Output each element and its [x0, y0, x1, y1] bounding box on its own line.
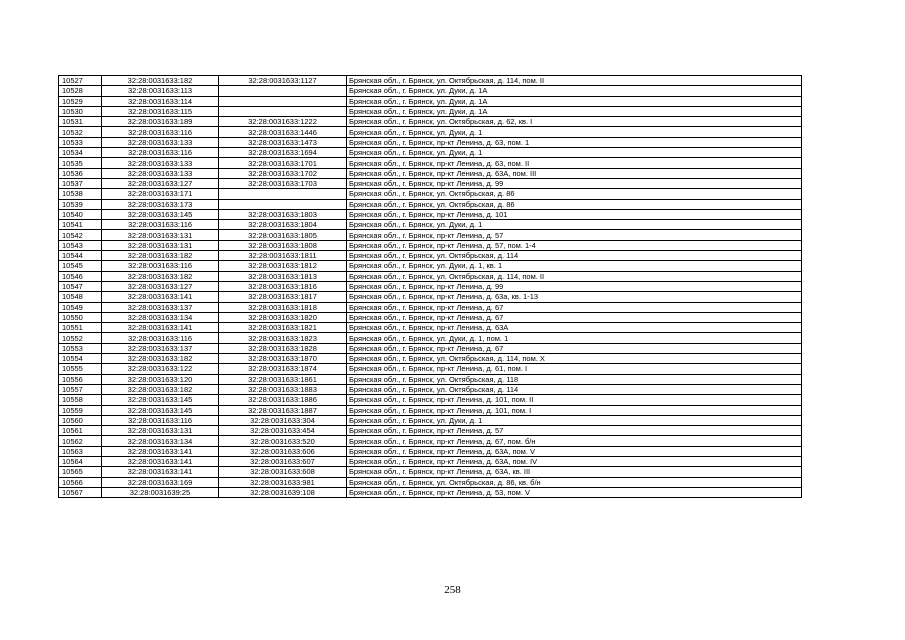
- table-row: [59, 312, 802, 322]
- table-row: [59, 415, 802, 425]
- object-number-cell: 32:28:0031639:108: [219, 487, 347, 497]
- object-number-cell: 32:28:0031633:304: [219, 415, 347, 425]
- table-row: [59, 426, 802, 436]
- object-number-cell: 32:28:0031633:1870: [219, 354, 347, 364]
- address-cell: Брянская обл., г. Брянск, ул. Дуки, д. 1, кв. 1: [347, 261, 802, 271]
- address-cell: Брянская обл., г. Брянск, ул. Октябрьская, д. 114: [347, 251, 802, 261]
- table-row: [59, 446, 802, 456]
- address-cell: Брянская обл., г. Брянск, ул. Октябрьская, д. 114: [347, 384, 802, 394]
- cadastral-number-cell: 32:28:0031633:133: [102, 168, 219, 178]
- cadastral-number-cell: 32:28:0031633:182: [102, 271, 219, 281]
- object-number-cell: 32:28:0031633:607: [219, 456, 347, 466]
- table-body: [59, 76, 802, 498]
- cadastral-number-cell: 32:28:0031633:141: [102, 446, 219, 456]
- row-number-cell: 10566: [59, 477, 102, 487]
- object-number-cell: 32:28:0031633:1874: [219, 364, 347, 374]
- object-number-cell: 32:28:0031633:1823: [219, 333, 347, 343]
- cadastral-number-cell: 32:28:0031633:116: [102, 127, 219, 137]
- cadastral-number-cell: 32:28:0031633:141: [102, 456, 219, 466]
- row-number-cell: 10542: [59, 230, 102, 240]
- address-cell: Брянская обл., г. Брянск, ул. Октябрьская, д. 86: [347, 199, 802, 209]
- table-row: [59, 168, 802, 178]
- row-number-cell: 10528: [59, 86, 102, 96]
- row-number-cell: 10536: [59, 168, 102, 178]
- address-cell: Брянская обл., г. Брянск, пр-кт Ленина, д. 101, пом. II: [347, 395, 802, 405]
- object-number-cell: [219, 189, 347, 199]
- object-number-cell: 32:28:0031633:1805: [219, 230, 347, 240]
- cadastral-number-cell: 32:28:0031633:145: [102, 209, 219, 219]
- address-cell: Брянская обл., г. Брянск, пр-кт Ленина, д. 67: [347, 302, 802, 312]
- table-row: [59, 209, 802, 219]
- row-number-cell: 10547: [59, 281, 102, 291]
- object-number-cell: 32:28:0031633:1694: [219, 148, 347, 158]
- table-row: [59, 199, 802, 209]
- object-number-cell: 32:28:0031633:1886: [219, 395, 347, 405]
- table-row: [59, 189, 802, 199]
- row-number-cell: 10563: [59, 446, 102, 456]
- cadastral-number-cell: 32:28:0031633:116: [102, 333, 219, 343]
- cadastral-number-cell: 32:28:0031633:113: [102, 86, 219, 96]
- cadastral-number-cell: 32:28:0031633:122: [102, 364, 219, 374]
- object-number-cell: 32:28:0031633:520: [219, 436, 347, 446]
- cadastral-number-cell: 32:28:0031633:134: [102, 436, 219, 446]
- address-cell: Брянская обл., г. Брянск, пр-кт Ленина, д. 63А, пом. III: [347, 168, 802, 178]
- table-row: [59, 148, 802, 158]
- address-cell: Брянская обл., г. Брянск, ул. Октябрьская, д. 62, кв. I: [347, 117, 802, 127]
- row-number-cell: 10559: [59, 405, 102, 415]
- object-number-cell: 32:28:0031633:981: [219, 477, 347, 487]
- table-row: [59, 405, 802, 415]
- address-cell: Брянская обл., г. Брянск, пр-кт Ленина, д. 67, пом. б/н: [347, 436, 802, 446]
- object-number-cell: 32:28:0031633:1808: [219, 240, 347, 250]
- object-number-cell: 32:28:0031633:606: [219, 446, 347, 456]
- address-cell: Брянская обл., г. Брянск, ул. Дуки, д. 1, пом. 1: [347, 333, 802, 343]
- object-number-cell: 32:28:0031633:1127: [219, 76, 347, 86]
- address-cell: Брянская обл., г. Брянск, ул. Дуки, д. 1: [347, 127, 802, 137]
- row-number-cell: 10560: [59, 415, 102, 425]
- object-number-cell: 32:28:0031633:1812: [219, 261, 347, 271]
- table-row: [59, 281, 802, 291]
- address-cell: Брянская обл., г. Брянск, пр-кт Ленина, д. 53, пом. V: [347, 487, 802, 497]
- row-number-cell: 10546: [59, 271, 102, 281]
- address-cell: Брянская обл., г. Брянск, пр-кт Ленина, д. 63а, кв. 1-13: [347, 292, 802, 302]
- row-number-cell: 10552: [59, 333, 102, 343]
- address-cell: Брянская обл., г. Брянск, ул. Октябрьская, д. 86: [347, 189, 802, 199]
- table-row: [59, 240, 802, 250]
- address-cell: Брянская обл., г. Брянск, пр-кт Ленина, д. 63, пом. 1: [347, 137, 802, 147]
- table-row: [59, 333, 802, 343]
- address-cell: Брянская обл., г. Брянск, пр-кт Ленина, д. 63А, пом. V: [347, 446, 802, 456]
- address-cell: Брянская обл., г. Брянск, ул. Дуки, д. 1А: [347, 86, 802, 96]
- object-number-cell: 32:28:0031633:1473: [219, 137, 347, 147]
- row-number-cell: 10533: [59, 137, 102, 147]
- cadastral-number-cell: 32:28:0031633:141: [102, 292, 219, 302]
- address-cell: Брянская обл., г. Брянск, ул. Октябрьская, д. 114, пом. X: [347, 354, 802, 364]
- table-row: [59, 127, 802, 137]
- address-cell: Брянская обл., г. Брянск, пр-кт Ленина, д. 57: [347, 230, 802, 240]
- table-row: [59, 292, 802, 302]
- cadastral-number-cell: 32:28:0031633:137: [102, 343, 219, 353]
- table-row: [59, 178, 802, 188]
- address-cell: Брянская обл., г. Брянск, пр-кт Ленина, д. 63, пом. II: [347, 158, 802, 168]
- row-number-cell: 10531: [59, 117, 102, 127]
- object-number-cell: [219, 96, 347, 106]
- object-number-cell: [219, 86, 347, 96]
- table-row: [59, 436, 802, 446]
- cadastral-number-cell: 32:28:0031633:145: [102, 405, 219, 415]
- cadastral-number-cell: 32:28:0031633:133: [102, 137, 219, 147]
- object-number-cell: [219, 106, 347, 116]
- address-cell: Брянская обл., г. Брянск, ул. Дуки, д. 1А: [347, 96, 802, 106]
- address-cell: Брянская обл., г. Брянск, ул. Октябрьская, д. 114, пом. II: [347, 76, 802, 86]
- cadastral-number-cell: 32:28:0031633:182: [102, 76, 219, 86]
- table-row: [59, 76, 802, 86]
- cadastral-number-cell: 32:28:0031633:173: [102, 199, 219, 209]
- row-number-cell: 10545: [59, 261, 102, 271]
- object-number-cell: [219, 199, 347, 209]
- row-number-cell: 10558: [59, 395, 102, 405]
- address-cell: Брянская обл., г. Брянск, пр-кт Ленина, д. 67: [347, 312, 802, 322]
- address-cell: Брянская обл., г. Брянск, пр-кт Ленина, д. 61, пом. I: [347, 364, 802, 374]
- page-number: 258: [444, 584, 461, 596]
- object-number-cell: 32:28:0031633:1818: [219, 302, 347, 312]
- object-number-cell: 32:28:0031633:1820: [219, 312, 347, 322]
- row-number-cell: 10555: [59, 364, 102, 374]
- object-number-cell: 32:28:0031633:454: [219, 426, 347, 436]
- cadastral-number-cell: 32:28:0031633:114: [102, 96, 219, 106]
- table-row: [59, 106, 802, 116]
- table-row: [59, 374, 802, 384]
- row-number-cell: 10534: [59, 148, 102, 158]
- address-cell: Брянская обл., г. Брянск, пр-кт Ленина, д. 57: [347, 426, 802, 436]
- object-number-cell: 32:28:0031633:1446: [219, 127, 347, 137]
- table-row: [59, 261, 802, 271]
- address-cell: Брянская обл., г. Брянск, ул. Дуки, д. 1: [347, 220, 802, 230]
- row-number-cell: 10554: [59, 354, 102, 364]
- address-cell: Брянская обл., г. Брянск, ул. Октябрьская, д. 86, кв. б/н: [347, 477, 802, 487]
- address-cell: Брянская обл., г. Брянск, пр-кт Ленина, д. 101: [347, 209, 802, 219]
- table-row: [59, 477, 802, 487]
- cadastral-number-cell: 32:28:0031633:127: [102, 281, 219, 291]
- cadastral-number-cell: 32:28:0031633:116: [102, 415, 219, 425]
- row-number-cell: 10539: [59, 199, 102, 209]
- object-number-cell: 32:28:0031633:1883: [219, 384, 347, 394]
- object-number-cell: 32:28:0031633:1887: [219, 405, 347, 415]
- cadastral-number-cell: 32:28:0031633:189: [102, 117, 219, 127]
- row-number-cell: 10535: [59, 158, 102, 168]
- cadastral-number-cell: 32:28:0031633:115: [102, 106, 219, 116]
- cadastral-number-cell: 32:28:0031633:120: [102, 374, 219, 384]
- table-row: [59, 220, 802, 230]
- row-number-cell: 10532: [59, 127, 102, 137]
- object-number-cell: 32:28:0031633:1701: [219, 158, 347, 168]
- object-number-cell: 32:28:0031633:1816: [219, 281, 347, 291]
- row-number-cell: 10562: [59, 436, 102, 446]
- address-cell: Брянская обл., г. Брянск, ул. Дуки, д. 1: [347, 148, 802, 158]
- cadastral-number-cell: 32:28:0031633:133: [102, 158, 219, 168]
- object-number-cell: 32:28:0031633:1813: [219, 271, 347, 281]
- table-row: [59, 323, 802, 333]
- table-row: [59, 354, 802, 364]
- object-number-cell: 32:28:0031633:1817: [219, 292, 347, 302]
- object-number-cell: 32:28:0031633:608: [219, 467, 347, 477]
- cadastral-number-cell: 32:28:0031639:25: [102, 487, 219, 497]
- address-cell: Брянская обл., г. Брянск, пр-кт Ленина, д. 99: [347, 281, 802, 291]
- cadastral-number-cell: 32:28:0031633:141: [102, 323, 219, 333]
- row-number-cell: 10529: [59, 96, 102, 106]
- table-row: [59, 487, 802, 497]
- address-cell: Брянская обл., г. Брянск, пр-кт Ленина, д. 63А: [347, 323, 802, 333]
- table-row: [59, 364, 802, 374]
- cadastral-number-cell: 32:28:0031633:131: [102, 426, 219, 436]
- row-number-cell: 10565: [59, 467, 102, 477]
- row-number-cell: 10527: [59, 76, 102, 86]
- object-number-cell: 32:28:0031633:1703: [219, 178, 347, 188]
- address-cell: Брянская обл., г. Брянск, ул. Октябрьская, д. 118: [347, 374, 802, 384]
- cadastral-number-cell: 32:28:0031633:127: [102, 178, 219, 188]
- address-cell: Брянская обл., г. Брянск, ул. Октябрьская, д. 114, пом. II: [347, 271, 802, 281]
- cadastral-number-cell: 32:28:0031633:137: [102, 302, 219, 312]
- address-cell: Брянская обл., г. Брянск, пр-кт Ленина, д. 63А, пом. IV: [347, 456, 802, 466]
- cadastral-number-cell: 32:28:0031633:116: [102, 261, 219, 271]
- table-row: [59, 384, 802, 394]
- table-row: [59, 456, 802, 466]
- row-number-cell: 10561: [59, 426, 102, 436]
- table-row: [59, 86, 802, 96]
- row-number-cell: 10530: [59, 106, 102, 116]
- table-row: [59, 230, 802, 240]
- cadastral-number-cell: 32:28:0031633:131: [102, 240, 219, 250]
- row-number-cell: 10543: [59, 240, 102, 250]
- table-row: [59, 251, 802, 261]
- row-number-cell: 10550: [59, 312, 102, 322]
- table-row: [59, 467, 802, 477]
- address-cell: Брянская обл., г. Брянск, пр-кт Ленина, д. 67: [347, 343, 802, 353]
- row-number-cell: 10549: [59, 302, 102, 312]
- object-number-cell: 32:28:0031633:1803: [219, 209, 347, 219]
- cadastral-number-cell: 32:28:0031633:145: [102, 395, 219, 405]
- table-row: [59, 158, 802, 168]
- object-number-cell: 32:28:0031633:1222: [219, 117, 347, 127]
- cadastral-number-cell: 32:28:0031633:182: [102, 251, 219, 261]
- table-row: [59, 137, 802, 147]
- table-row: [59, 343, 802, 353]
- row-number-cell: 10557: [59, 384, 102, 394]
- cadastral-number-cell: 32:28:0031633:182: [102, 384, 219, 394]
- object-number-cell: 32:28:0031633:1828: [219, 343, 347, 353]
- object-number-cell: 32:28:0031633:1861: [219, 374, 347, 384]
- address-cell: Брянская обл., г. Брянск, пр-кт Ленина, д. 57, пом. 1-4: [347, 240, 802, 250]
- cadastral-number-cell: 32:28:0031633:171: [102, 189, 219, 199]
- row-number-cell: 10551: [59, 323, 102, 333]
- row-number-cell: 10556: [59, 374, 102, 384]
- address-cell: Брянская обл., г. Брянск, ул. Дуки, д. 1: [347, 415, 802, 425]
- cadastral-number-cell: 32:28:0031633:116: [102, 148, 219, 158]
- row-number-cell: 10544: [59, 251, 102, 261]
- address-cell: Брянская обл., г. Брянск, пр-кт Ленина, д. 101, пом. I: [347, 405, 802, 415]
- row-number-cell: 10540: [59, 209, 102, 219]
- row-number-cell: 10537: [59, 178, 102, 188]
- row-number-cell: 10538: [59, 189, 102, 199]
- row-number-cell: 10553: [59, 343, 102, 353]
- table-row: [59, 117, 802, 127]
- address-cell: Брянская обл., г. Брянск, пр-кт Ленина, д. 63А, кв. III: [347, 467, 802, 477]
- cadastral-table: [58, 75, 802, 498]
- address-cell: Брянская обл., г. Брянск, ул. Дуки, д. 1А: [347, 106, 802, 116]
- table-row: [59, 395, 802, 405]
- address-cell: Брянская обл., г. Брянск, пр-кт Ленина, д. 99: [347, 178, 802, 188]
- object-number-cell: 32:28:0031633:1702: [219, 168, 347, 178]
- cadastral-number-cell: 32:28:0031633:131: [102, 230, 219, 240]
- row-number-cell: 10548: [59, 292, 102, 302]
- table-row: [59, 96, 802, 106]
- table-row: [59, 302, 802, 312]
- cadastral-number-cell: 32:28:0031633:141: [102, 467, 219, 477]
- cadastral-number-cell: 32:28:0031633:116: [102, 220, 219, 230]
- cadastral-number-cell: 32:28:0031633:182: [102, 354, 219, 364]
- row-number-cell: 10567: [59, 487, 102, 497]
- table-row: [59, 271, 802, 281]
- cadastral-number-cell: 32:28:0031633:134: [102, 312, 219, 322]
- row-number-cell: 10564: [59, 456, 102, 466]
- object-number-cell: 32:28:0031633:1811: [219, 251, 347, 261]
- object-number-cell: 32:28:0031633:1821: [219, 323, 347, 333]
- cadastral-number-cell: 32:28:0031633:169: [102, 477, 219, 487]
- object-number-cell: 32:28:0031633:1804: [219, 220, 347, 230]
- row-number-cell: 10541: [59, 220, 102, 230]
